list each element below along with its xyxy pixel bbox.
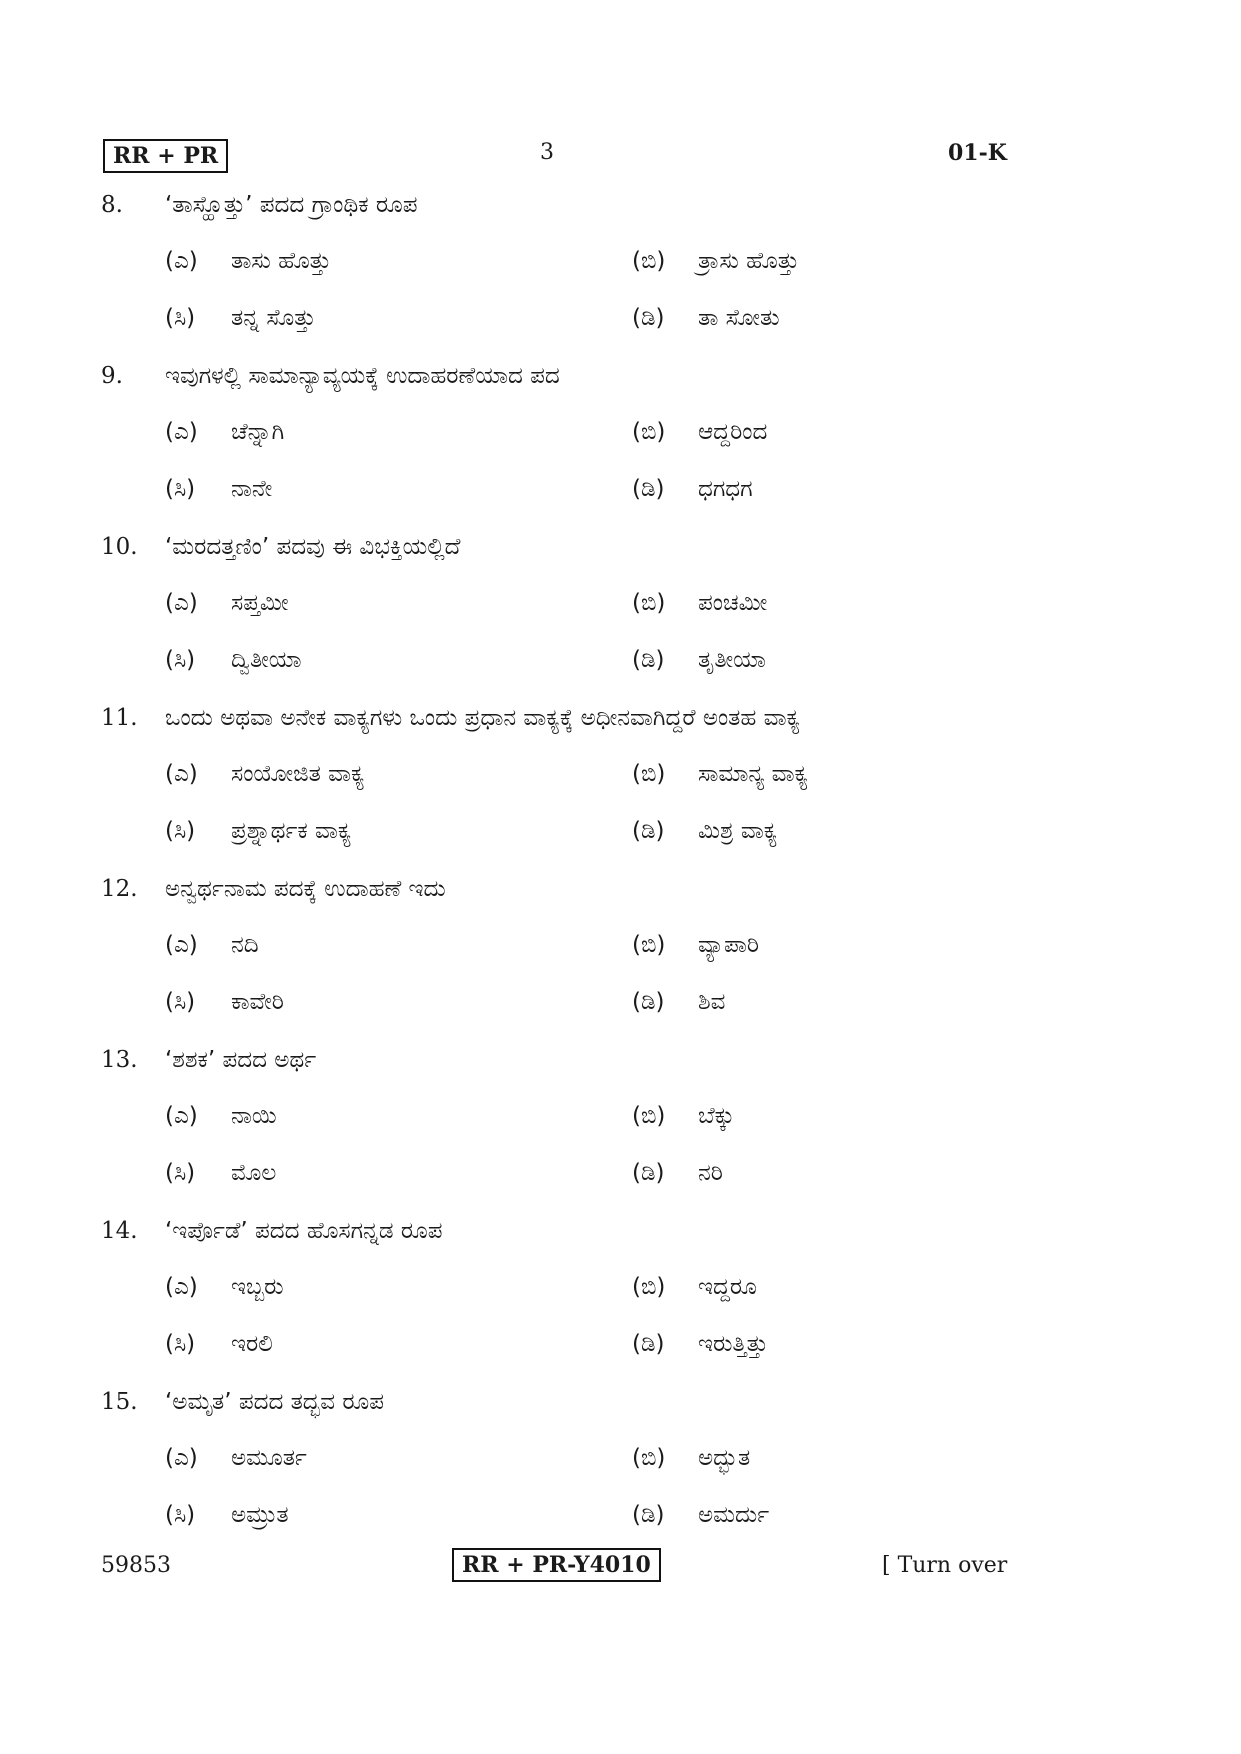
option-label: (ಬಿ) xyxy=(632,1274,666,1300)
paper-series-box: RR + PR-Y4010 xyxy=(452,1548,661,1582)
option-label: (ಡಿ) xyxy=(632,476,665,502)
option-text: ನದಿ xyxy=(231,932,259,958)
option-label: (ಎ) xyxy=(165,590,198,616)
option-label: (ಸಿ) xyxy=(165,989,196,1015)
question-number: 9. xyxy=(101,363,123,389)
question-12 xyxy=(0,871,1241,1042)
option-text: ತನ್ನ ಸೊತ್ತು xyxy=(231,305,316,331)
option-text: ಅಮೂರ್ತ xyxy=(231,1445,307,1471)
option-label: (ಬಿ) xyxy=(632,1103,666,1129)
option-text: ಇರಲಿ xyxy=(231,1331,273,1357)
option-label: (ಬಿ) xyxy=(632,590,666,616)
option-text: ಅಮರ್ದು xyxy=(698,1502,770,1528)
option-text: ನರಿ xyxy=(698,1160,723,1186)
question-14 xyxy=(0,1213,1241,1384)
option-text: ಅದ್ಭುತ xyxy=(698,1445,751,1471)
option-label: (ಎ) xyxy=(165,1274,198,1300)
question-text: ‘ಅಮೃತ’ ಪದದ ತದ್ಭವ ರೂಪ xyxy=(165,1389,384,1415)
question-number: 8. xyxy=(101,192,123,218)
option-text: ತ್ರಾಸು ಹೊತ್ತು xyxy=(698,248,800,274)
question-number: 10. xyxy=(101,534,138,560)
option-text: ಪ್ರಶ್ನಾರ್ಥಕ ವಾಕ್ಯ xyxy=(231,818,352,844)
option-label: (ಎ) xyxy=(165,761,198,787)
option-label: (ಬಿ) xyxy=(632,419,666,445)
option-label: (ಡಿ) xyxy=(632,989,665,1015)
page-number: 3 xyxy=(540,140,554,165)
option-text: ತಾಸು ಹೊತ್ತು xyxy=(231,248,332,274)
option-text: ಸಾಮಾನ್ಯ ವಾಕ್ಯ xyxy=(698,761,809,787)
option-label: (ಸಿ) xyxy=(165,1502,196,1528)
option-text: ಧಗಧಗ xyxy=(698,476,753,502)
option-label: (ಸಿ) xyxy=(165,818,196,844)
option-label: (ಸಿ) xyxy=(165,647,196,673)
option-label: (ಸಿ) xyxy=(165,476,196,502)
option-label: (ಡಿ) xyxy=(632,1160,665,1186)
option-text: ದ್ವಿತೀಯಾ xyxy=(231,647,302,673)
option-label: (ಎ) xyxy=(165,1103,198,1129)
option-text: ನಾನೇ xyxy=(231,476,273,502)
question-text: ಅನ್ವರ್ಥನಾಮ ಪದಕ್ಕೆ ಉದಾಹಣೆ ಇದು xyxy=(165,876,446,902)
option-label: (ಎ) xyxy=(165,248,198,274)
option-label: (ಬಿ) xyxy=(632,248,666,274)
option-label: (ಬಿ) xyxy=(632,932,666,958)
option-label: (ಡಿ) xyxy=(632,305,665,331)
option-label: (ಡಿ) xyxy=(632,1331,665,1357)
option-text: ಶಿವ xyxy=(698,989,726,1015)
question-9 xyxy=(0,358,1241,529)
question-number: 13. xyxy=(101,1047,138,1073)
option-label: (ಡಿ) xyxy=(632,647,665,673)
question-13 xyxy=(0,1042,1241,1213)
option-text: ಮಿಶ್ರ ವಾಕ್ಯ xyxy=(698,818,778,844)
question-text: ಇವುಗಳಲ್ಲಿ ಸಾಮಾನ್ಯಾವ್ಯಯಕ್ಕೆ ಉದಾಹರಣೆಯಾದ ಪದ xyxy=(165,363,560,389)
option-label: (ಎ) xyxy=(165,419,198,445)
option-text: ಅಮ್ರುತ xyxy=(231,1502,289,1528)
turn-over-note: [ Turn over xyxy=(882,1553,1008,1578)
question-text: ‘ಇರ್ಪೊಡೆ’ ಪದದ ಹೊಸಗನ್ನಡ ರೂಪ xyxy=(165,1218,443,1244)
question-15 xyxy=(0,1384,1241,1555)
paper-type-box: RR + PR xyxy=(103,139,228,173)
question-10 xyxy=(0,529,1241,700)
question-11 xyxy=(0,700,1241,871)
option-label: (ಬಿ) xyxy=(632,761,666,787)
option-label: (ಸಿ) xyxy=(165,1160,196,1186)
option-text: ತೃತೀಯಾ xyxy=(698,647,766,673)
question-8 xyxy=(0,187,1241,358)
option-text: ಆದ್ದರಿಂದ xyxy=(698,419,768,445)
option-label: (ಸಿ) xyxy=(165,1331,196,1357)
question-text: ‘ಮರದತ್ತಣಿಂ’ ಪದವು ಈ ವಿಭಕ್ತಿಯಲ್ಲಿದೆ xyxy=(165,534,461,560)
option-text: ಸಂಯೋಜಿತ ವಾಕ್ಯ xyxy=(231,761,365,787)
question-text: ಒಂದು ಅಥವಾ ಅನೇಕ ವಾಕ್ಯಗಳು ಒಂದು ಪ್ರಧಾನ ವಾಕ್ಯಕ್ಕೆ ಅಧೀನವಾಗಿದ್ದರೆ ಅಂತಹ ವಾಕ್ಯ xyxy=(165,705,801,731)
option-text: ಇಬ್ಬರು xyxy=(231,1274,284,1300)
question-text: ‘ತಾಸ್ಹೊತ್ತು’ ಪದದ ಗ್ರಾಂಥಿಕ ರೂಪ xyxy=(165,192,418,218)
option-text: ಪಂಚಮೀ xyxy=(698,590,768,616)
option-text: ವ್ಯಾಪಾರಿ xyxy=(698,932,760,958)
option-text: ಸಪ್ತಮೀ xyxy=(231,590,289,616)
option-text: ನಾಯಿ xyxy=(231,1103,277,1129)
option-text: ಮೊಲ xyxy=(231,1160,277,1186)
question-number: 12. xyxy=(101,876,138,902)
option-label: (ಡಿ) xyxy=(632,1502,665,1528)
option-label: (ಡಿ) xyxy=(632,818,665,844)
option-text: ಬೆಕ್ಕು xyxy=(698,1103,735,1129)
paper-serial-number: 59853 xyxy=(101,1553,171,1578)
option-label: (ಎ) xyxy=(165,1445,198,1471)
question-number: 14. xyxy=(101,1218,138,1244)
option-text: ಕಾವೇರಿ xyxy=(231,989,284,1015)
paper-code: 01-K xyxy=(948,140,1007,166)
option-text: ಇರುತ್ತಿತ್ತು xyxy=(698,1331,769,1357)
question-text: ‘ಶಶಕ’ ಪದದ ಅರ್ಥ xyxy=(165,1047,317,1073)
option-text: ತಾ ಸೋತು xyxy=(698,305,780,331)
question-list xyxy=(0,187,1241,1555)
question-number: 11. xyxy=(101,705,138,731)
option-text: ಇದ್ದರೂ xyxy=(698,1274,757,1300)
option-label: (ಸಿ) xyxy=(165,305,196,331)
option-text: ಚೆನ್ನಾಗಿ xyxy=(231,419,285,445)
option-label: (ಎ) xyxy=(165,932,198,958)
option-label: (ಬಿ) xyxy=(632,1445,666,1471)
question-number: 15. xyxy=(101,1389,138,1415)
